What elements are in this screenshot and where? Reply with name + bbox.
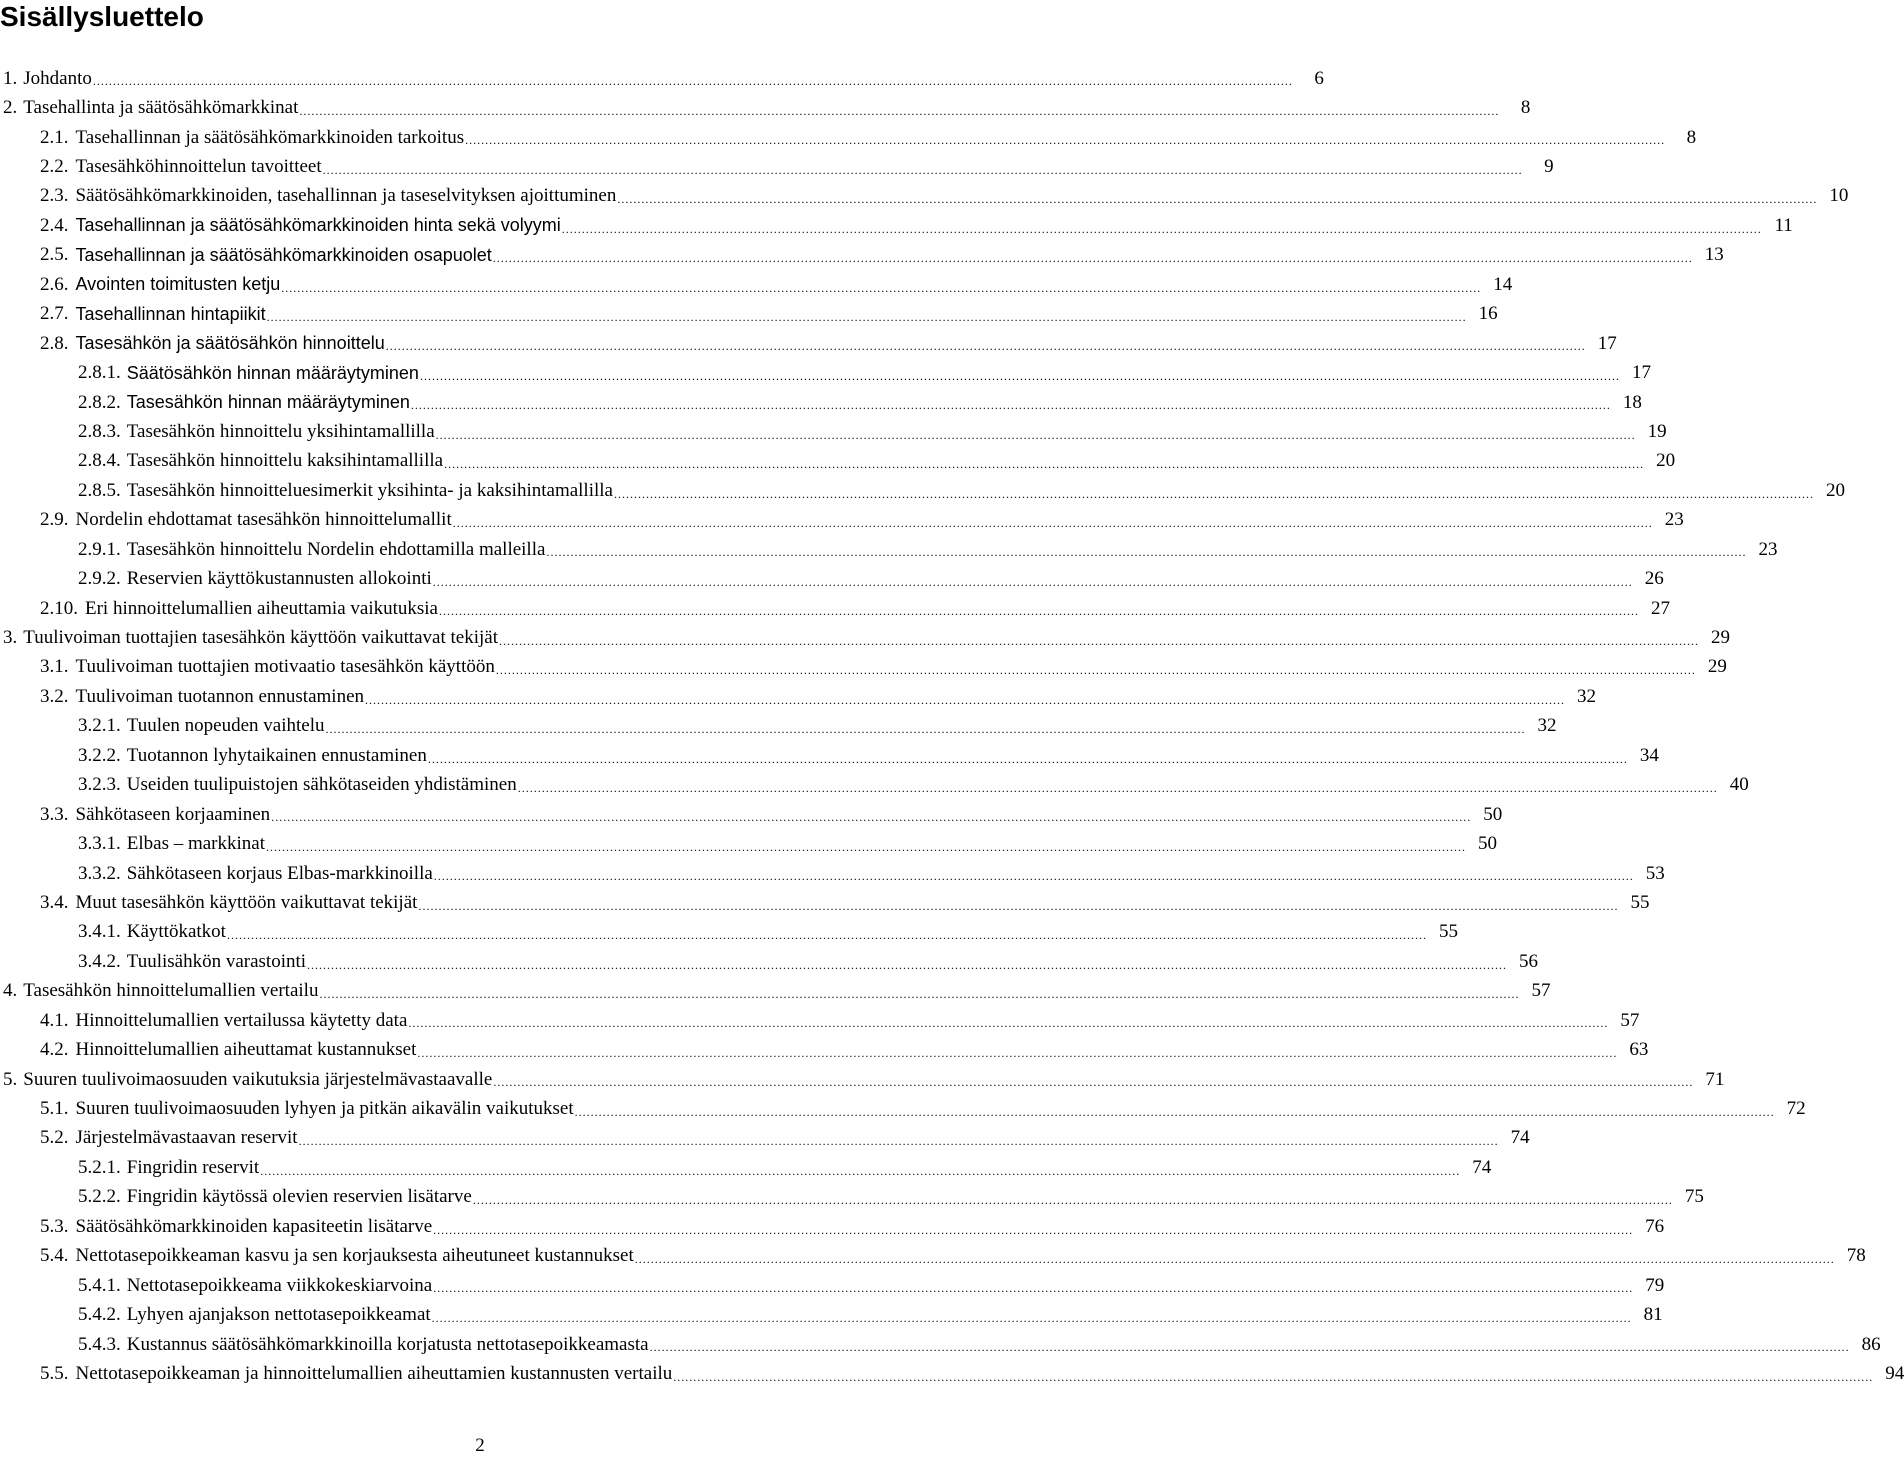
toc-entry-number: 2. (3, 97, 18, 119)
toc-entry-title: Tasehallinnan ja säätösähkömarkkinoiden osapuolet (75, 244, 492, 265)
dot-leader: ............................................................................................................................................................................................................................................................................................................ (226, 928, 1427, 943)
toc-entry[interactable] (0, 947, 1539, 976)
toc-entry[interactable] (0, 1094, 1806, 1123)
dot-leader: ............................................................................................................................................................................................................................................................................................................ (439, 604, 1639, 619)
toc-entry[interactable] (0, 712, 1557, 741)
toc-entry-number: 3.2.2. (78, 744, 121, 766)
toc-entry-page: 86 (1861, 1333, 1881, 1355)
toc-entry[interactable] (0, 800, 1503, 829)
toc-entry-title: Kustannus säätösähkömarkkinoilla korjatusta nettotasepoikkeamasta (126, 1333, 649, 1355)
toc-entry-page: 23 (1664, 509, 1684, 531)
toc-entry-title: Tuulivoiman tuotannon ennustaminen (75, 685, 365, 707)
toc-entry[interactable] (0, 300, 1498, 329)
dot-leader: ............................................................................................................................................................................................................................................................................................................ (418, 898, 1619, 913)
toc-entry-page: 50 (1483, 803, 1503, 825)
dot-leader: ............................................................................................................................................................................................................................................................................................................ (493, 1075, 1694, 1090)
toc-entry[interactable] (0, 535, 1778, 564)
toc-entry-number: 2.9. (40, 509, 69, 531)
toc-entry-page: 8 (1686, 126, 1697, 148)
toc-entry-title: Eri hinnoittelumallien aiheuttamia vaikutuksia (85, 597, 438, 619)
toc-entry[interactable] (0, 1006, 1640, 1035)
toc-entry-title: Elbas – markkinat (126, 833, 265, 855)
toc-entry-title: Fingridin käytössä olevien reservien lisätarve (126, 1186, 472, 1208)
toc-entry[interactable] (0, 741, 1659, 770)
toc-entry-number: 2.9.2. (78, 568, 121, 590)
toc-entry-title: Tasesähkön ja säätösähkön hinnoittelu (75, 333, 385, 354)
dot-leader: ............................................................................................................................................................................................................................................................................................................ (499, 633, 1699, 648)
dot-leader: ............................................................................................................................................................................................................................................................................................................ (472, 1193, 1673, 1208)
toc-entry-number: 5.4.2. (78, 1304, 121, 1326)
toc-entry-page: 57 (1620, 1009, 1640, 1031)
toc-entry[interactable] (0, 1212, 1665, 1241)
dot-leader: ............................................................................................................................................................................................................................................................................................................ (614, 486, 1814, 501)
toc-entry-number: 2.8.4. (78, 450, 121, 472)
toc-entry-page: 40 (1729, 774, 1749, 796)
toc-entry[interactable] (0, 1359, 1904, 1388)
dot-leader: ............................................................................................................................................................................................................................................................................................................ (431, 1310, 1632, 1325)
toc-entry-page: 32 (1577, 685, 1597, 707)
dot-leader: ............................................................................................................................................................................................................................................................................................................ (260, 1163, 1461, 1178)
toc-entry-title: Nordelin ehdottamat tasesähkön hinnoittelumallit (75, 509, 452, 531)
toc-entry-page: 10 (1829, 185, 1849, 207)
toc-entry-title: Tasesähkön hinnoitteluesimerkit yksihinta- ja kaksihintamallilla (126, 479, 613, 501)
toc-entry-number: 3.3.2. (78, 862, 121, 884)
toc-entry-number: 3.2. (40, 685, 69, 707)
dot-leader: ............................................................................................................................................................................................................................................................................................................ (435, 427, 1636, 442)
dot-leader: ............................................................................................................................................................................................................................................................................................................ (408, 1016, 1609, 1031)
toc-entry-number: 2.8.3. (78, 420, 121, 442)
toc-entry-title: Säätösähkömarkkinoiden, tasehallinnan ja taseselvityksen ajoittuminen (75, 185, 617, 207)
toc-entry-page: 32 (1537, 715, 1557, 737)
toc-entry[interactable] (0, 182, 1849, 211)
dot-leader: ............................................................................................................................................................................................................................................................................................................ (417, 1045, 1618, 1060)
toc-entry-title: Lyhyen ajanjakson nettotasepoikkeamat (126, 1304, 431, 1326)
toc-entry[interactable] (0, 358, 1651, 387)
toc-entry-page: 63 (1629, 1039, 1649, 1061)
toc-entry-title: Tuulivoiman tuottajien tasesähkön käyttöön vaikuttavat tekijät (23, 627, 498, 649)
toc-entry-number: 3.4.2. (78, 950, 121, 972)
toc-entry-title: Nettotasepoikkeaman kasvu ja sen korjauksesta aiheutuneet kustannukset (75, 1245, 634, 1267)
dot-leader: ............................................................................................................................................................................................................................................................................................................ (298, 1134, 1499, 1149)
toc-entry[interactable] (0, 447, 1676, 476)
toc-entry-number: 5. (3, 1068, 18, 1090)
toc-entry-title: Tasesähkön hinnoittelumallien vertailu (23, 980, 319, 1002)
toc-entry-title: Tasehallinta ja säätösähkömarkkinat (23, 97, 299, 119)
toc-entry[interactable] (0, 623, 1730, 652)
toc-entry-title: Tasehallinnan ja säätösähkömarkkinoiden hinta sekä volyymi (75, 215, 561, 236)
toc-entry-title: Tasehallinnan ja säätösähkömarkkinoiden tarkoitus (75, 126, 465, 148)
toc-entry-page: 13 (1704, 244, 1724, 266)
toc-entry-title: Tasesähkön hinnoittelu kaksihintamallilla (126, 450, 444, 472)
toc-entry[interactable] (0, 682, 1597, 711)
toc-entry[interactable] (0, 859, 1665, 888)
dot-leader: ............................................................................................................................................................................................................................................................................................................ (410, 398, 1611, 413)
dot-leader: ............................................................................................................................................................................................................................................................................................................ (492, 251, 1693, 266)
toc-entry-number: 1. (3, 67, 18, 89)
toc-entry[interactable] (0, 977, 1551, 1006)
dot-leader: ............................................................................................................................................................................................................................................................................................................ (517, 780, 1718, 795)
toc-entry-page: 55 (1438, 921, 1458, 943)
toc-entry-page: 55 (1630, 891, 1650, 913)
toc-entry-number: 3.4. (40, 891, 69, 913)
toc-entry-number: 3. (3, 627, 18, 649)
page-number: 2 (475, 1435, 485, 1456)
toc-entry[interactable] (0, 1300, 1663, 1329)
toc-entry-number: 5.4.1. (78, 1274, 121, 1296)
toc-entry-page: 53 (1645, 862, 1665, 884)
toc-entry-page: 11 (1774, 214, 1793, 236)
toc-entry-page: 16 (1478, 303, 1498, 325)
toc-entry-page: 20 (1656, 450, 1676, 472)
toc-entry[interactable] (0, 123, 1697, 152)
toc-entry-number: 2.4. (40, 214, 69, 236)
toc-entry[interactable] (0, 829, 1497, 858)
toc-entry-number: 4.2. (40, 1039, 69, 1061)
toc-entry[interactable] (0, 476, 1845, 505)
toc-entry[interactable] (0, 1124, 1530, 1153)
dot-leader: ............................................................................................................................................................................................................................................................................................................ (433, 869, 1634, 884)
table-of-contents (0, 64, 1904, 1389)
toc-entry-page: 34 (1639, 744, 1659, 766)
toc-entry-page: 19 (1647, 420, 1667, 442)
dot-leader: ............................................................................................................................................................................................................................................................................................................ (92, 74, 1293, 89)
dot-leader: ............................................................................................................................................................................................................................................................................................................ (266, 839, 1466, 854)
dot-leader: ............................................................................................................................................................................................................................................................................................................ (385, 339, 1586, 354)
toc-entry[interactable] (0, 1271, 1665, 1300)
toc-entry[interactable] (0, 506, 1684, 535)
toc-entry-title: Suuren tuulivoimaosuuden lyhyen ja pitkän aikavälin vaikutukset (75, 1098, 574, 1120)
dot-leader: ............................................................................................................................................................................................................................................................................................................ (271, 810, 1472, 825)
toc-entry[interactable] (0, 270, 1513, 299)
dot-leader: ............................................................................................................................................................................................................................................................................................................ (433, 1281, 1634, 1296)
toc-entry-title: Nettotasepoikkeama viikkokeskiarvoina (126, 1274, 433, 1296)
toc-entry-title: Säätösähkön hinnan määräytyminen (126, 362, 419, 383)
toc-entry[interactable] (0, 1065, 1725, 1094)
toc-entry[interactable] (0, 653, 1727, 682)
toc-entry-number: 2.8.2. (78, 391, 121, 413)
toc-entry[interactable] (0, 93, 1531, 122)
page-title: Sisällysluettelo (0, 1, 204, 32)
toc-entry-page: 29 (1711, 627, 1730, 649)
dot-leader: ............................................................................................................................................................................................................................................................................................................ (465, 133, 1666, 148)
dot-leader: ............................................................................................................................................................................................................................................................................................................ (299, 103, 1500, 118)
dot-leader: ............................................................................................................................................................................................................................................................................................................ (433, 1222, 1634, 1237)
toc-entry-page: 72 (1786, 1098, 1806, 1120)
toc-entry[interactable] (0, 1035, 1649, 1064)
toc-entry[interactable] (0, 211, 1793, 240)
dot-leader: ............................................................................................................................................................................................................................................................................................................ (307, 957, 1508, 972)
toc-entry-page: 74 (1472, 1156, 1492, 1178)
toc-entry-number: 3.3.1. (78, 833, 121, 855)
toc-entry-title: Sähkötaseen korjaaminen (75, 803, 271, 825)
toc-entry-number: 3.1. (40, 656, 69, 678)
toc-entry[interactable] (0, 1153, 1492, 1182)
toc-entry[interactable] (0, 417, 1667, 446)
toc-entry-number: 4.1. (40, 1009, 69, 1031)
toc-entry-title: Tasesähkön hinnoittelu yksihintamallilla (126, 420, 435, 442)
toc-entry-number: 2.7. (40, 303, 69, 325)
toc-entry-title: Säätösähkömarkkinoiden kapasiteetin lisätarve (75, 1215, 433, 1237)
toc-entry-page: 94 (1885, 1362, 1904, 1384)
dot-leader: ............................................................................................................................................................................................................................................................................................................ (427, 751, 1628, 766)
toc-entry-title: Tasehallinnan hintapiikit (75, 303, 266, 324)
toc-entry[interactable] (0, 64, 1324, 93)
toc-entry-title: Johdanto (23, 67, 92, 89)
toc-entry-page: 71 (1705, 1068, 1725, 1090)
toc-entry-number: 2.6. (40, 273, 69, 295)
toc-entry-number: 5.2.1. (78, 1156, 121, 1178)
toc-entry-number: 5.2. (40, 1127, 69, 1149)
toc-entry-page: 8 (1520, 97, 1531, 119)
toc-entry-page: 9 (1544, 156, 1554, 178)
dot-leader: ............................................................................................................................................................................................................................................................................................................ (673, 1369, 1874, 1384)
toc-entry-title: Useiden tuulipuistojen sähkötaseiden yhdistäminen (126, 774, 517, 796)
toc-entry-number: 2.8.5. (78, 479, 121, 501)
dot-leader: ............................................................................................................................................................................................................................................................................................................ (574, 1104, 1775, 1119)
toc-entry-title: Tasesähköhinnoittelun tavoitteet (75, 156, 322, 178)
toc-entry-page: 29 (1707, 656, 1727, 678)
toc-entry-title: Hinnoittelumallien aiheuttamat kustannukset (75, 1039, 417, 1061)
toc-entry-number: 3.2.1. (78, 715, 121, 737)
toc-entry-title: Reservien käyttökustannusten allokointi (126, 568, 432, 590)
dot-leader: ............................................................................................................................................................................................................................................................................................................ (319, 987, 1520, 1001)
toc-entry-page: 57 (1531, 980, 1551, 1002)
toc-entry-page: 26 (1644, 568, 1664, 590)
toc-entry-title: Tuulivoiman tuottajien motivaatio tasesähkön käyttöön (75, 656, 495, 678)
toc-entry-number: 2.1. (40, 126, 69, 148)
toc-entry-page: 50 (1478, 833, 1497, 855)
toc-entry-title: Tuulisähkön varastointi (126, 950, 307, 972)
toc-entry-page: 17 (1597, 332, 1617, 354)
toc-entry[interactable] (0, 564, 1664, 593)
dot-leader: ............................................................................................................................................................................................................................................................................................................ (444, 457, 1645, 472)
toc-entry[interactable] (0, 1242, 1866, 1271)
toc-entry-page: 74 (1510, 1127, 1530, 1149)
toc-entry-number: 2.5. (40, 244, 69, 266)
dot-leader: ............................................................................................................................................................................................................................................................................................................ (325, 722, 1526, 737)
toc-entry-number: 2.3. (40, 185, 69, 207)
toc-entry-title: Tuulen nopeuden vaihtelu (126, 715, 325, 737)
dot-leader: ............................................................................................................................................................................................................................................................................................................ (322, 162, 1523, 177)
dot-leader: ............................................................................................................................................................................................................................................................................................................ (617, 192, 1818, 207)
toc-entry-title: Avointen toimitusten ketju (75, 274, 281, 295)
toc-entry-page: 20 (1826, 479, 1845, 501)
toc-entry-title: Tuotannon lyhytaikainen ennustaminen (126, 744, 427, 766)
toc-entry[interactable] (0, 329, 1617, 358)
toc-entry-title: Hinnoittelumallien vertailussa käytetty data (75, 1009, 408, 1031)
toc-entry-page: 6 (1314, 67, 1324, 89)
toc-entry-page: 75 (1684, 1186, 1704, 1208)
dot-leader: ............................................................................................................................................................................................................................................................................................................ (452, 516, 1653, 530)
toc-entry[interactable] (0, 152, 1554, 181)
toc-entry-page: 18 (1622, 391, 1642, 413)
toc-entry-title: Tasesähkön hinnan määräytyminen (126, 392, 410, 413)
dot-leader: ............................................................................................................................................................................................................................................................................................................ (546, 545, 1747, 560)
toc-entry-title: Muut tasesähkön käyttöön vaikuttavat tekijät (75, 891, 418, 913)
dot-leader: ............................................................................................................................................................................................................................................................................................................ (281, 280, 1482, 295)
toc-entry[interactable] (0, 918, 1458, 947)
toc-entry-number: 5.4. (40, 1245, 69, 1267)
toc-entry[interactable] (0, 771, 1749, 800)
toc-entry-page: 79 (1645, 1274, 1665, 1296)
toc-entry-title: Suuren tuulivoimaosuuden vaikutuksia järjestelmävastaavalle (23, 1068, 493, 1090)
toc-entry-number: 2.2. (40, 156, 69, 178)
toc-entry-page: 56 (1519, 950, 1539, 972)
toc-entry-number: 2.8.1. (78, 362, 121, 384)
dot-leader: ............................................................................................................................................................................................................................................................................................................ (634, 1251, 1835, 1266)
toc-entry-page: 23 (1758, 538, 1778, 560)
dot-leader: ............................................................................................................................................................................................................................................................................................................ (649, 1340, 1850, 1355)
toc-entry-number: 4. (3, 980, 18, 1002)
toc-entry-page: 78 (1846, 1245, 1866, 1267)
toc-entry-page: 76 (1645, 1215, 1665, 1237)
toc-entry[interactable] (0, 1183, 1704, 1212)
toc-entry-page: 81 (1643, 1304, 1663, 1326)
toc-entry-title: Järjestelmävastaavan reservit (75, 1127, 298, 1149)
toc-entry[interactable] (0, 594, 1670, 623)
toc-entry-number: 2.9.1. (78, 538, 121, 560)
toc-entry-number: 5.3. (40, 1215, 69, 1237)
toc-entry-number: 3.2.3. (78, 774, 121, 796)
toc-entry-title: Nettotasepoikkeaman ja hinnoittelumallien aiheuttamien kustannusten vertailu (75, 1362, 673, 1384)
dot-leader: ............................................................................................................................................................................................................................................................................................................ (419, 368, 1620, 383)
toc-entry-number: 2.8. (40, 332, 69, 354)
dot-leader: ............................................................................................................................................................................................................................................................................................................ (266, 309, 1467, 324)
toc-entry-number: 2.10. (40, 597, 78, 619)
dot-leader: ............................................................................................................................................................................................................................................................................................................ (365, 692, 1566, 707)
toc-entry-number: 5.5. (40, 1362, 69, 1384)
toc-entry[interactable] (0, 388, 1642, 417)
toc-entry-page: 27 (1651, 597, 1670, 619)
dot-leader: ............................................................................................................................................................................................................................................................................................................ (495, 663, 1696, 678)
toc-entry-title: Fingridin reservit (126, 1156, 260, 1178)
toc-entry-number: 3.4.1. (78, 921, 121, 943)
toc-entry-title: Sähkötaseen korjaus Elbas-markkinoilla (126, 862, 433, 884)
toc-entry[interactable] (0, 888, 1650, 917)
dot-leader: ............................................................................................................................................................................................................................................................................................................ (432, 574, 1633, 589)
dot-leader: ............................................................................................................................................................................................................................................................................................................ (561, 221, 1762, 236)
toc-entry-number: 3.3. (40, 803, 69, 825)
toc-entry[interactable] (0, 1330, 1881, 1359)
toc-entry-title: Käyttökatkot (126, 921, 226, 943)
toc-entry-number: 5.2.2. (78, 1186, 121, 1208)
toc-entry[interactable] (0, 241, 1724, 270)
toc-entry-title: Tasesähkön hinnoittelu Nordelin ehdottamilla malleilla (126, 538, 546, 560)
toc-entry-number: 5.4.3. (78, 1333, 121, 1355)
toc-entry-page: 14 (1493, 273, 1513, 295)
toc-entry-page: 17 (1631, 362, 1651, 384)
toc-entry-number: 5.1. (40, 1098, 69, 1120)
